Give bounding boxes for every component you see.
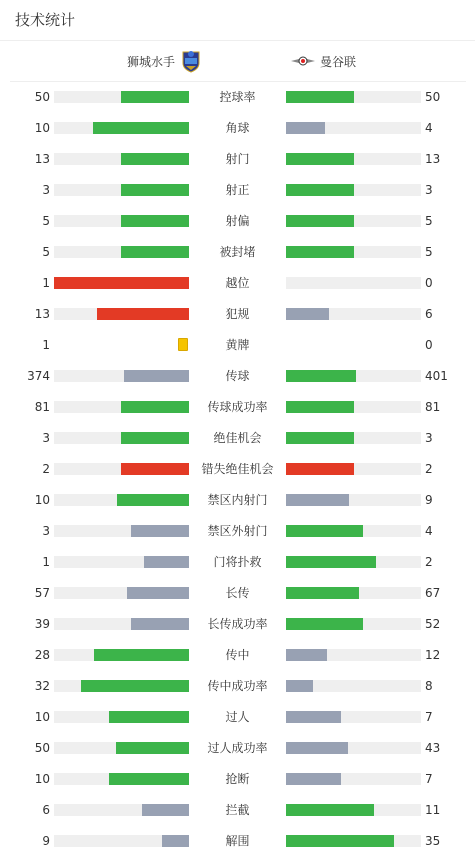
away-bar: [286, 711, 421, 723]
home-bar: [54, 587, 189, 599]
away-bar: [286, 556, 421, 568]
home-bar-fill: [121, 91, 189, 103]
teams-header: [10, 41, 466, 82]
home-value: 1: [42, 338, 50, 352]
home-bar: [54, 215, 189, 227]
away-value: 13: [425, 152, 441, 166]
away-bar: [286, 432, 421, 444]
away-value: 12: [425, 648, 441, 662]
home-team-name: 狮城水手: [126, 54, 175, 69]
home-value: 3: [42, 524, 50, 538]
away-value: 9: [425, 493, 433, 507]
away-bar: [286, 618, 421, 630]
stat-row: [0, 149, 475, 169]
away-bar: [286, 649, 421, 661]
away-bar-fill: [286, 494, 349, 506]
away-bar: [286, 680, 421, 692]
home-bar: [54, 680, 189, 692]
stat-row: [0, 490, 475, 510]
home-value: 10: [34, 772, 50, 786]
home-bar: [54, 370, 189, 382]
away-value: 67: [425, 586, 441, 600]
away-bar: [286, 587, 421, 599]
away-bar: [286, 835, 421, 847]
away-bar: [286, 525, 421, 537]
stat-row: [0, 645, 475, 665]
away-team[interactable]: [290, 51, 356, 71]
home-bar-fill: [121, 246, 189, 258]
away-team-name: 曼谷联: [320, 54, 357, 69]
home-bar: [54, 711, 189, 723]
home-bar-fill: [121, 153, 189, 165]
away-value: 5: [425, 245, 433, 259]
stat-label: 传球: [225, 369, 250, 383]
home-value: 32: [34, 679, 50, 693]
home-bar: [54, 742, 189, 754]
home-value: 10: [34, 710, 50, 724]
home-value: 13: [34, 307, 50, 321]
stat-label: 长传成功率: [207, 617, 268, 631]
home-bar-fill: [144, 556, 189, 568]
stat-label: 传中: [225, 648, 250, 662]
home-team[interactable]: [127, 51, 201, 71]
stat-label: 犯规: [225, 307, 250, 321]
away-value: 8: [425, 679, 433, 693]
away-bar: [286, 215, 421, 227]
away-bar: [286, 277, 421, 289]
away-bar-fill: [286, 184, 354, 196]
home-value: 39: [34, 617, 50, 631]
home-bar-fill: [121, 401, 189, 413]
stat-label: 传球成功率: [207, 400, 268, 414]
away-value: 7: [425, 710, 433, 724]
away-value: 4: [425, 524, 433, 538]
away-value: 35: [425, 834, 441, 848]
stat-row: [0, 366, 475, 386]
home-value: 10: [34, 493, 50, 507]
stat-row: [0, 273, 475, 293]
home-bar: [54, 525, 189, 537]
away-bar-fill: [286, 742, 348, 754]
home-value: 1: [42, 276, 50, 290]
away-bar-fill: [286, 122, 325, 134]
stat-row: [0, 118, 475, 138]
away-bar-fill: [286, 401, 354, 413]
stat-row: [0, 521, 475, 541]
home-value: 5: [42, 245, 50, 259]
away-bar-fill: [286, 680, 313, 692]
home-bar-fill: [97, 308, 189, 320]
stat-row: [0, 459, 475, 479]
home-bar: [54, 804, 189, 816]
home-value: 374: [27, 369, 50, 383]
away-bar: [286, 308, 421, 320]
stat-row: [0, 738, 475, 758]
stat-label: 射正: [225, 183, 250, 197]
stat-label: 拦截: [225, 803, 250, 817]
home-bar-fill: [142, 804, 189, 816]
stat-label: 被封堵: [219, 245, 256, 259]
home-bar-fill: [121, 215, 189, 227]
away-bar: [286, 742, 421, 754]
stat-label: 角球: [225, 121, 250, 135]
away-bar-fill: [286, 215, 354, 227]
away-bar: [286, 494, 421, 506]
stat-label: 黄牌: [225, 338, 250, 352]
away-value: 401: [425, 369, 448, 383]
away-bar-fill: [286, 649, 327, 661]
home-value: 10: [34, 121, 50, 135]
home-value: 9: [42, 834, 50, 848]
page-title: 技术统计: [15, 11, 76, 29]
stat-row: [0, 769, 475, 789]
home-value: 6: [42, 803, 50, 817]
home-value: 3: [42, 431, 50, 445]
away-bar-fill: [286, 246, 354, 258]
home-bar: [54, 246, 189, 258]
away-bar-fill: [286, 153, 354, 165]
home-bar: [54, 432, 189, 444]
stat-label: 禁区外射门: [207, 524, 268, 538]
home-bar: [54, 184, 189, 196]
away-bar-fill: [286, 308, 329, 320]
away-bar: [286, 122, 421, 134]
away-bar: [286, 153, 421, 165]
home-bar: [54, 122, 189, 134]
away-bar: [286, 804, 421, 816]
away-value: 52: [425, 617, 441, 631]
stat-row: [0, 428, 475, 448]
home-bar-fill: [109, 773, 189, 785]
home-value: 1: [42, 555, 50, 569]
away-bar-fill: [286, 525, 363, 537]
away-team-crest-icon: [290, 54, 316, 68]
away-value: 50: [425, 90, 441, 104]
stat-label: 解围: [225, 834, 250, 848]
stat-label: 抢断: [225, 772, 250, 786]
away-value: 3: [425, 431, 433, 445]
stat-row: [0, 180, 475, 200]
away-bar: [286, 401, 421, 413]
home-bar-fill: [162, 835, 189, 847]
away-bar-fill: [286, 91, 354, 103]
stat-row: [0, 211, 475, 231]
away-value: 6: [425, 307, 433, 321]
home-bar: [54, 308, 189, 320]
away-bar: [286, 246, 421, 258]
home-value: 50: [34, 741, 50, 755]
away-value: 81: [425, 400, 441, 414]
home-value: 57: [34, 586, 50, 600]
stat-row: [0, 707, 475, 727]
stat-label: 射门: [225, 152, 250, 166]
home-bar: [54, 618, 189, 630]
stat-row: [0, 800, 475, 820]
away-value: 3: [425, 183, 433, 197]
home-bar-fill: [121, 184, 189, 196]
stat-label: 过人成功率: [207, 741, 268, 755]
home-bar-fill: [117, 494, 189, 506]
away-value: 0: [425, 276, 433, 290]
away-value: 2: [425, 462, 433, 476]
stat-row: [0, 397, 475, 417]
stat-row: [0, 552, 475, 572]
away-bar-fill: [286, 804, 374, 816]
away-bar-fill: [286, 370, 356, 382]
stat-label: 射偏: [225, 214, 250, 228]
home-value: 3: [42, 183, 50, 197]
home-bar-fill: [116, 742, 189, 754]
stat-row: [0, 583, 475, 603]
away-value: 11: [425, 803, 441, 817]
home-bar-fill: [81, 680, 189, 692]
stat-label: 门将扑救: [213, 555, 262, 569]
home-team-crest-icon: [181, 49, 201, 73]
home-bar: [54, 773, 189, 785]
stat-row: [0, 242, 475, 262]
stat-row: [0, 614, 475, 634]
away-value: 43: [425, 741, 441, 755]
away-bar: [286, 370, 421, 382]
away-bar-fill: [286, 618, 363, 630]
home-bar-fill: [127, 587, 189, 599]
away-bar: [286, 184, 421, 196]
home-bar-fill: [131, 525, 189, 537]
home-bar-fill: [121, 432, 189, 444]
stat-row: [0, 335, 475, 355]
home-bar-fill: [131, 618, 189, 630]
home-bar: [54, 153, 189, 165]
away-bar: [286, 91, 421, 103]
away-value: 4: [425, 121, 433, 135]
away-bar: [286, 463, 421, 475]
away-bar: [286, 773, 421, 785]
home-bar: [54, 835, 189, 847]
away-bar-fill: [286, 432, 354, 444]
home-bar-fill: [109, 711, 189, 723]
away-bar-fill: [286, 587, 359, 599]
home-bar-fill: [93, 122, 189, 134]
stat-label: 控球率: [219, 90, 256, 104]
stat-label: 禁区内射门: [207, 493, 268, 507]
stat-row: [0, 87, 475, 107]
away-bar-fill: [286, 711, 341, 723]
yellow-card-icon: [178, 338, 188, 351]
stat-label: 越位: [225, 276, 250, 290]
stat-label: 绝佳机会: [213, 431, 262, 445]
home-bar: [54, 463, 189, 475]
home-bar-fill: [121, 463, 189, 475]
away-bar-fill: [286, 773, 341, 785]
away-value: 0: [425, 338, 433, 352]
stat-row: [0, 304, 475, 324]
home-value: 81: [34, 400, 50, 414]
away-bar-fill: [286, 463, 354, 475]
home-bar: [54, 91, 189, 103]
home-bar-fill: [94, 649, 189, 661]
home-value: 13: [34, 152, 50, 166]
home-bar: [54, 556, 189, 568]
home-value: 5: [42, 214, 50, 228]
home-bar: [54, 649, 189, 661]
home-bar: [54, 401, 189, 413]
away-bar-fill: [286, 556, 376, 568]
stat-label: 过人: [225, 710, 250, 724]
home-value: 50: [34, 90, 50, 104]
home-bar-fill: [54, 277, 189, 289]
stat-label: 长传: [225, 586, 250, 600]
away-value: 2: [425, 555, 433, 569]
stat-label: 传中成功率: [207, 679, 268, 693]
away-value: 5: [425, 214, 433, 228]
home-bar: [54, 494, 189, 506]
away-bar-fill: [286, 835, 394, 847]
stat-label: 错失绝佳机会: [201, 462, 274, 476]
home-value: 28: [34, 648, 50, 662]
away-value: 7: [425, 772, 433, 786]
stat-row: [0, 676, 475, 696]
home-bar-fill: [124, 370, 189, 382]
header: [0, 0, 475, 41]
home-bar: [54, 277, 189, 289]
stat-row: [0, 831, 475, 851]
home-value: 2: [42, 462, 50, 476]
